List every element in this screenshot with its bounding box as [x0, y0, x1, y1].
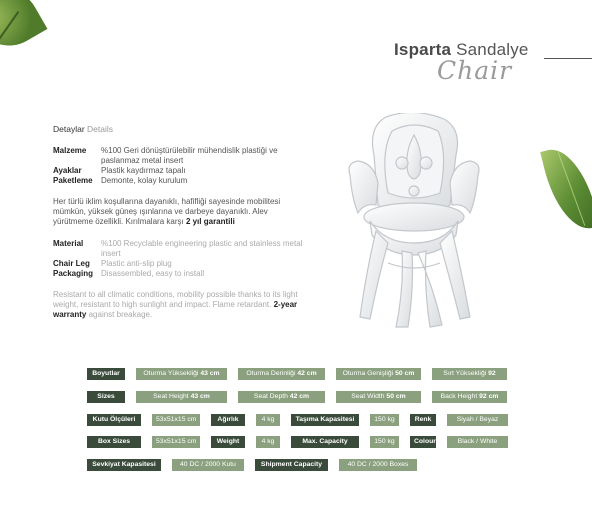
table-row: Boyutlar Oturma Yüksekliği 43 cm Oturma Derinliği 42 cm Oturma Genişliği 50 cm Sırt Yüksekliği 92 — [87, 368, 518, 380]
spec-row: Malzeme %100 Geri dönüştürülebilir mühendislik plastiği ve paslanmaz metal insert — [53, 146, 278, 165]
description-tr: Her türlü iklim koşullarına dayanıklı, hafifliği sayesinde mobilitesi mümkün, yüksek güneş ışınlarına ve darbeye dayanıklı. Alev yürütmeme özellikli. Kırılmalara karşı 2 yıl garantili — [53, 197, 281, 226]
chair-image — [346, 113, 482, 333]
title-rest: Sandalye — [456, 40, 529, 59]
spec-row-en: Material %100 Recyclable engineering plastic and stainless metal insert — [53, 239, 303, 258]
spec-row: Paketleme Demonte, kolay kurulum — [53, 176, 188, 185]
table-row: Sevkiyat Kapasitesi 40 DC / 2000 Kutu Shipment Capacity 40 DC / 2000 Boxes — [87, 459, 428, 471]
spec-row-en: Chair Leg Plastic anti-slip plug — [53, 259, 172, 268]
details-section — [53, 124, 303, 332]
spec-row: Ayaklar Plastik kaydırmaz tapalı — [53, 166, 186, 175]
description-en: Resistant to all climatic conditions, mobility possible thanks to its light weight, resistant to high sunlight and impact. Flame retardant. 2-year warranty against breakage. — [53, 290, 298, 319]
table-row: Box Sizes 53x51x15 cm Weight 4 kg Max. Capacity 150 kg Colour Black / White — [87, 436, 519, 448]
product-title — [394, 40, 592, 85]
details-heading: Detaylar Details — [53, 124, 114, 134]
table-row: Sizes Seat Height 43 cm Seat Depth 42 cm Seat Width 50 cm Back Height 92 cm — [87, 391, 518, 403]
title-bold: Isparta — [394, 40, 452, 59]
spec-row-en: Packaging Disassembled, easy to install — [53, 269, 205, 278]
title-script: Chair — [437, 56, 513, 85]
table-row: Kutu Ölçüleri 53x51x15 cm Ağırlık 4 kg Taşıma Kapasitesi 150 kg Renk Siyah / Beyaz — [87, 414, 519, 426]
title-rule — [544, 58, 592, 59]
